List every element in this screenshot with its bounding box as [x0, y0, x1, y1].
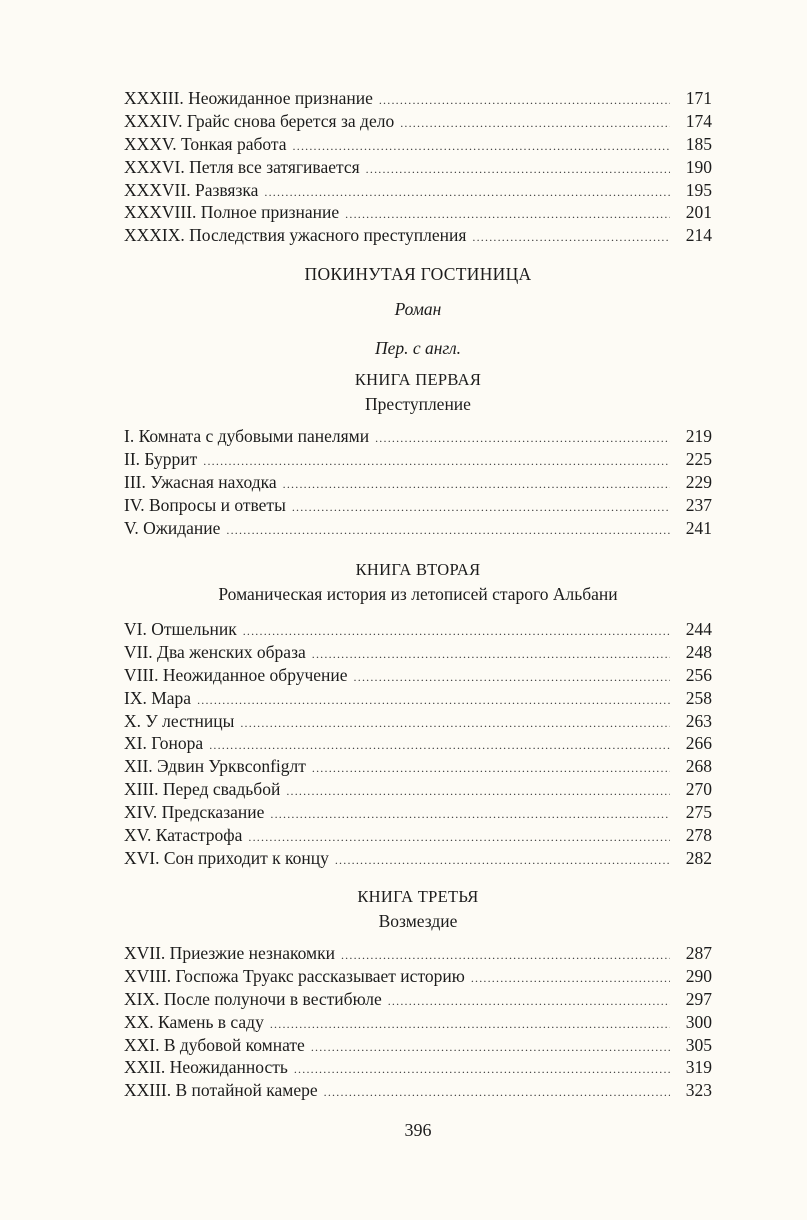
- toc-entry-title: XV. Катастрофа: [124, 825, 243, 846]
- toc-entry-page: 185: [685, 133, 712, 154]
- toc-entry: [124, 641, 712, 664]
- toc-leader-dots: [472, 226, 670, 249]
- toc-entry-title: XII. Эдвин Урквconfigлт: [124, 756, 306, 777]
- book2-subtitle: Романическая история из летописей старого Альбани: [218, 584, 618, 604]
- toc-entry: [124, 942, 712, 965]
- toc-entry-title: II. Буррит: [124, 448, 198, 469]
- toc-leader-dots: [312, 757, 670, 780]
- toc-entry-title: IV. Вопросы и ответы: [124, 494, 286, 515]
- toc-entry-title: XXXVIII. Полное признание: [124, 202, 340, 223]
- toc-entry: [124, 156, 712, 179]
- toc-entry: [124, 494, 712, 517]
- toc-entry-page: 305: [685, 1034, 712, 1055]
- toc-leader-dots: [264, 181, 670, 204]
- toc-leader-dots: [366, 158, 670, 181]
- toc-entry: [124, 87, 712, 110]
- toc-entry-title: XXIII. В потайной камере: [124, 1080, 318, 1101]
- toc-entry: [124, 664, 712, 687]
- toc-entry: [124, 1056, 712, 1079]
- toc-leader-dots: [270, 803, 670, 826]
- toc-entry-title: XXXIV. Грайс снова берется за дело: [124, 110, 395, 131]
- toc-leader-dots: [270, 1013, 670, 1036]
- toc-entry-page: 244: [685, 619, 712, 639]
- book1-heading: КНИГА ПЕРВАЯ: [354, 370, 482, 389]
- toc-leader-dots: [311, 1036, 670, 1059]
- toc-entry: [124, 732, 712, 755]
- toc-entry-page: 214: [685, 225, 712, 246]
- toc-leader-dots: [248, 826, 670, 849]
- toc-leader-dots: [283, 473, 670, 496]
- toc-entry: [124, 179, 712, 202]
- toc-entry-page: 237: [685, 494, 712, 515]
- toc-entry: [124, 1011, 712, 1034]
- toc-leader-dots: [226, 519, 670, 542]
- toc-entry-page: 258: [685, 687, 712, 708]
- toc-entry-title: VII. Два женских образа: [124, 641, 306, 662]
- toc-entry-page: 282: [685, 847, 712, 868]
- toc-entry-page: 256: [685, 664, 712, 685]
- toc-leader-dots: [388, 990, 670, 1013]
- toc-entry-page: 290: [685, 965, 712, 986]
- toc-leader-dots: [345, 203, 670, 226]
- toc-entry-title: XIX. После полуночи в вестибюле: [124, 988, 382, 1009]
- toc-entry-page: 225: [685, 448, 712, 469]
- toc-entry-page: 190: [685, 156, 712, 177]
- toc-entry-page: 171: [685, 88, 712, 108]
- toc-leader-dots: [471, 967, 670, 990]
- toc-entry-title: X. У лестницы: [124, 710, 235, 731]
- toc-entry-page: 323: [685, 1080, 712, 1101]
- toc-list-book2: [124, 618, 712, 870]
- toc-entry-title: XX. Камень в саду: [124, 1011, 264, 1032]
- toc-entry-title: XVII. Приезжие незнакомки: [124, 943, 335, 963]
- toc-leader-dots: [197, 689, 670, 712]
- toc-entry-page: 300: [685, 1011, 712, 1032]
- toc-leader-dots: [335, 849, 670, 872]
- toc-leader-dots: [312, 643, 670, 666]
- toc-entry-title: XXXV. Тонкая работа: [124, 133, 287, 154]
- toc-leader-dots: [293, 135, 670, 158]
- book3-subtitle: Возмездие: [378, 911, 458, 931]
- toc-leader-dots: [375, 427, 670, 450]
- toc-entry-title: I. Комната с дубовыми панелями: [124, 426, 370, 446]
- toc-entry-page: 268: [685, 756, 712, 777]
- toc-entry: [124, 110, 712, 133]
- toc-leader-dots: [341, 944, 670, 967]
- page-number: 396: [404, 1120, 432, 1140]
- toc-entry-page: 319: [685, 1057, 712, 1078]
- toc-entry: [124, 1034, 712, 1057]
- toc-leader-dots: [243, 620, 670, 643]
- toc-leader-dots: [324, 1081, 670, 1104]
- book1-subtitle: Преступление: [365, 394, 471, 414]
- toc-entry: [124, 201, 712, 224]
- toc-entry-title: VI. Отшельник: [124, 619, 237, 639]
- toc-entry: [124, 133, 712, 156]
- toc-entry-page: 266: [685, 733, 712, 754]
- toc-entry: [124, 847, 712, 870]
- toc-entry: [124, 224, 712, 247]
- toc-entry: [124, 425, 712, 448]
- toc-entry: [124, 778, 712, 801]
- toc-entry-title: XIV. Предсказание: [124, 802, 265, 823]
- toc-entry-page: 219: [685, 426, 712, 446]
- toc-entry-page: 263: [685, 710, 712, 731]
- toc-entry-page: 275: [685, 802, 712, 823]
- toc-entry: [124, 710, 712, 733]
- toc-entry-title: XI. Гонора: [124, 733, 204, 754]
- toc-entry: [124, 687, 712, 710]
- toc-entry-page: 195: [685, 179, 712, 200]
- translation-note: Пер. с англ.: [374, 338, 462, 358]
- toc-entry-title: XXXIX. Последствия ужасного преступления: [124, 225, 467, 246]
- toc-entry-page: 297: [685, 988, 712, 1009]
- toc-entry: [124, 618, 712, 641]
- toc-leader-dots: [240, 712, 670, 735]
- toc-entry-title: XIII. Перед свадьбой: [124, 779, 281, 800]
- toc-leader-dots: [292, 496, 670, 519]
- toc-entry-page: 248: [685, 641, 712, 662]
- toc-entry-title: XXII. Неожиданность: [124, 1057, 288, 1078]
- toc-entry-page: 270: [685, 779, 712, 800]
- toc-list-part1: [124, 87, 712, 247]
- toc-entry-title: XVIII. Госпожа Труакс рассказывает историю: [124, 965, 465, 986]
- toc-entry: [124, 755, 712, 778]
- toc-entry: [124, 1079, 712, 1102]
- toc-leader-dots: [286, 780, 670, 803]
- toc-leader-dots: [209, 734, 670, 757]
- novel-title: ПОКИНУТАЯ ГОСТИНИЦА: [304, 264, 532, 284]
- toc-entry-title: XVI. Сон приходит к концу: [124, 847, 329, 868]
- novel-genre: Роман: [394, 299, 442, 319]
- toc-entry-page: 174: [685, 110, 712, 131]
- toc-entry-title: XXXVI. Петля все затягивается: [124, 156, 360, 177]
- toc-entry: [124, 471, 712, 494]
- toc-entry-page: 229: [685, 471, 712, 492]
- toc-entry-title: XXXIII. Неожиданное признание: [124, 88, 373, 108]
- toc-entry-page: 278: [685, 825, 712, 846]
- toc-entry: [124, 824, 712, 847]
- toc-entry-title: XXXVII. Развязка: [124, 179, 259, 200]
- toc-entry-page: 201: [685, 202, 712, 223]
- toc-entry-page: 241: [685, 517, 712, 538]
- book3-heading: КНИГА ТРЕТЬЯ: [357, 887, 479, 906]
- toc-entry-title: V. Ожидание: [124, 517, 221, 538]
- toc-entry-page: 287: [685, 943, 712, 963]
- toc-entry-title: XXI. В дубовой комнате: [124, 1034, 305, 1055]
- toc-entry: [124, 448, 712, 471]
- toc-list-book1: [124, 425, 712, 539]
- toc-leader-dots: [354, 666, 670, 689]
- toc-list-book3: [124, 942, 712, 1102]
- book2-heading: КНИГА ВТОРАЯ: [355, 560, 481, 579]
- toc-entry-title: VIII. Неожиданное обручение: [124, 664, 348, 685]
- toc-leader-dots: [400, 112, 670, 135]
- toc-entry: [124, 801, 712, 824]
- toc-entry: [124, 988, 712, 1011]
- toc-entry: [124, 965, 712, 988]
- toc-entry-title: III. Ужасная находка: [124, 471, 277, 492]
- toc-leader-dots: [379, 89, 670, 112]
- toc-leader-dots: [294, 1058, 670, 1081]
- toc-leader-dots: [203, 450, 670, 473]
- toc-entry-title: IX. Мара: [124, 687, 192, 708]
- toc-entry: [124, 517, 712, 540]
